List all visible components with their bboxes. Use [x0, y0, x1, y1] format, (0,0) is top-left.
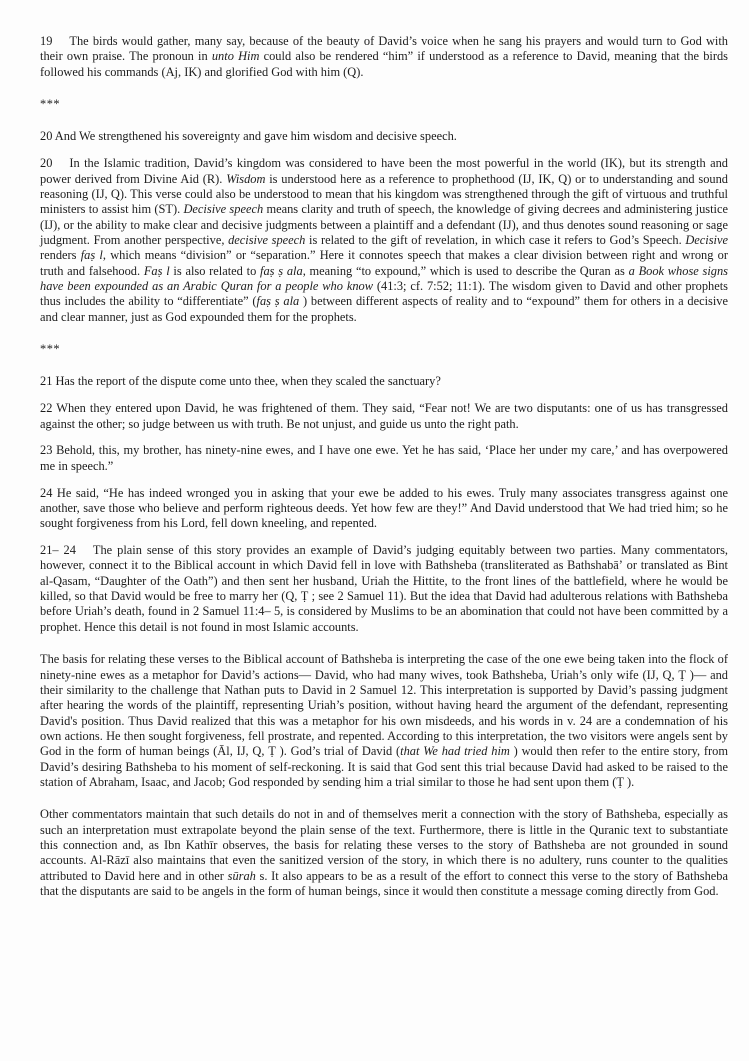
section-divider-1: ***	[40, 97, 61, 112]
italic-phrase-decisive-speech-1: Decisive speech	[183, 202, 264, 217]
commentary-paragraph-21-24: 21– 24 The plain sense of this story provides an example of David’s judging equitably between two parties. Many commentators, however, connect it to the Biblical account in which David fell in love with Bathsheba (transliterated as Bathshabāʼ or translated as Bint al-Qasam, “Daughter of the Oath”) and then sent her husband, Uriah the Hittite, to the front lines of the battlefield, where he would be killed, so that David would be free to marry her (Q, Ṭ ; see 2 Samuel 11). But the idea that David had adulterous relations with Bathsheba before Uriah’s death, found in 2 Samuel 11:4– 5, is considered by Muslims to be an abomination that could not have been committed by a prophet. Hence this detail is not found in most Islamic accounts.	[40, 543, 729, 634]
verse-text-24: 24 He said, “He has indeed wronged you in asking that your ewe be added to his ewes. Truly many associates transgress against one another, save those who believe and perform righteous deeds. Yet how few are they!” And David understood that We had tried him; so he sought forgiveness from his Lord, fell down kneeling, and repented.	[40, 485, 728, 531]
commentary-paragraph-other-commentators: Other commentators maintain that such details do not in and of themselves merit a connection with the story of Bathsheba, especially as such an interpretation must extrapolate beyond the plain sense of the text. Furthermore, there is little in the Quranic text to substantiate this connection and, as Ibn Kathīr observes, the basis for relating these verses to the story of Bathsheba are not grounded in sound accounts. Al-Rāzī also maintains that even the sanitized version of the story, in which there is no adultery, runs counter to the qualities attributed to David here and in other sūrah s. It also appears to be as a result of the effort to connect this verse to the story of Bathsheba that the disputants are said to be angels in the form of human beings, since it would then constitute a message coming directly from God.	[40, 807, 728, 898]
verse-number-20: 20	[40, 156, 53, 171]
italic-quote-that-we-had-tried-him: that We had tried him	[400, 744, 514, 759]
italic-term-fasl-1: faṣ l	[80, 248, 103, 263]
commentary-paragraph-bathsheba-basis: The basis for relating these verses to the Biblical account of Bathsheba is interpreting the case of the one ewe being taken into the flock of ninety-nine ewes as a metaphor for David’s actions— David, who had many wives, took Bathsheba, Uriah’s only wife (IJ, Q, Ṭ )— and their similarity to the challenge that Nathan puts to David in 2 Samuel 12. This interpretation is supported by David’s passing judgment after hearing the words of the plaintiff, representing Uriah’s position, without having heard the argument of the defendant, representing David's position. Thus David realized that this was a metaphor for his own misdeeds, and his words in v. 24 are a condemnation of his own actions. He then sought forgiveness, fell prostrate, and repented. According to this interpretation, the two visitors were angels sent by God in the form of human beings (Āl, IJ, Q, Ṭ ). God’s trial of David (that We had tried him ) would then refer to the entire story, from David’s desiring Bathsheba to his moment of self-reckoning. It is said that God sent this trial because David had asked to be raised to the station of Abraham, Isaac, and Jacob; God responded by sending him a trial similar to those he had sent upon them (Ṭ ).	[40, 652, 729, 789]
italic-phrase-unto-him: unto Him	[211, 49, 260, 64]
italic-term-fassala-1: faṣ ṣ ala	[260, 263, 303, 278]
italic-phrase-decisive: Decisive	[685, 232, 728, 247]
verse-text-22: 22 When they entered upon David, he was frightened of them. They said, “Fear not! We are two disputants: one of us has transgressed against the other; so judge between us with truth. Be not unjust, and guide us unto the right path.	[40, 401, 728, 431]
italic-phrase-wisdom: Wisdom	[226, 171, 266, 186]
verse-text-20: 20 And We strengthened his sovereignty and gave him wisdom and decisive speech.	[40, 129, 457, 144]
verse-number-19: 19	[40, 34, 53, 48]
verse-text-21: 21 Has the report of the dispute come unto thee, when they scaled the sanctuary?	[40, 374, 441, 389]
verse-number-21-24: 21– 24	[40, 543, 76, 558]
page-content	[40, 34, 728, 899]
italic-quote-book-whose-signs: a Book whose signs have been expounded as an Arabic Quran for a people who know	[40, 263, 729, 293]
commentary-paragraph-19: 19 The birds would gather, many say, because of the beauty of David’s voice when he sang his prayers and would turn to God with their own praise. The pronoun in unto Him could also be rendered “him” if understood as a reference to David, meaning that the birds followed his commands (Aj, IK) and glorified God with him (Q).	[40, 34, 728, 79]
italic-term-fasl-2: Faṣ l	[143, 263, 170, 278]
italic-phrase-decisive-speech-2: decisive speech	[228, 232, 306, 247]
italic-term-fassala-2: faṣ ṣ ala	[256, 294, 303, 309]
verse-text-23: 23 Behold, this, my brother, has ninety-nine ewes, and I have one ewe. Yet he has said, ‘Place her under my care,’ and has overpowered me in speech.”	[40, 443, 728, 473]
italic-term-surah: sūrah	[227, 868, 256, 883]
commentary-paragraph-20: 20 In the Islamic tradition, David’s kingdom was considered to have been the most powerful in the world (IK), but its strength and power derived from Divine Aid (R). Wisdom is understood here as a reference to prophethood (IJ, IK, Q) or to understanding and sound reasoning (IJ, Q). This verse could also be understood to mean that his kingdom was strengthened through the gift of virtuous and truthful ministers to assist him (ST). Decisive speech means clarity and truth of speech, the knowledge of giving decrees and administering justice (IJ), or the ability to make clear and decisive judgments between a plaintiff and a defendant (IJ), and thus denotes sound reasoning or sage judgment. From another perspective, decisive speech is related to the gift of revelation, in which case it refers to God’s Speech. Decisive renders faṣ l, which means “division” or “separation.” Here it connotes speech that makes a clear division between right and wrong or truth and falsehood. Faṣ l is also related to faṣ ṣ ala, meaning “to expound,” which is used to describe the Quran as a Book whose signs have been expounded as an Arabic Quran for a people who know (41:3; cf. 7:52; 11:1). The wisdom given to David and other prophets thus includes the ability to “differentiate” (faṣ ṣ ala ) between different aspects of reality and to “expound” them for others in a decisive and clear manner, just as God expounded them for the prophets.	[40, 156, 729, 324]
section-divider-2: ***	[40, 342, 61, 356]
